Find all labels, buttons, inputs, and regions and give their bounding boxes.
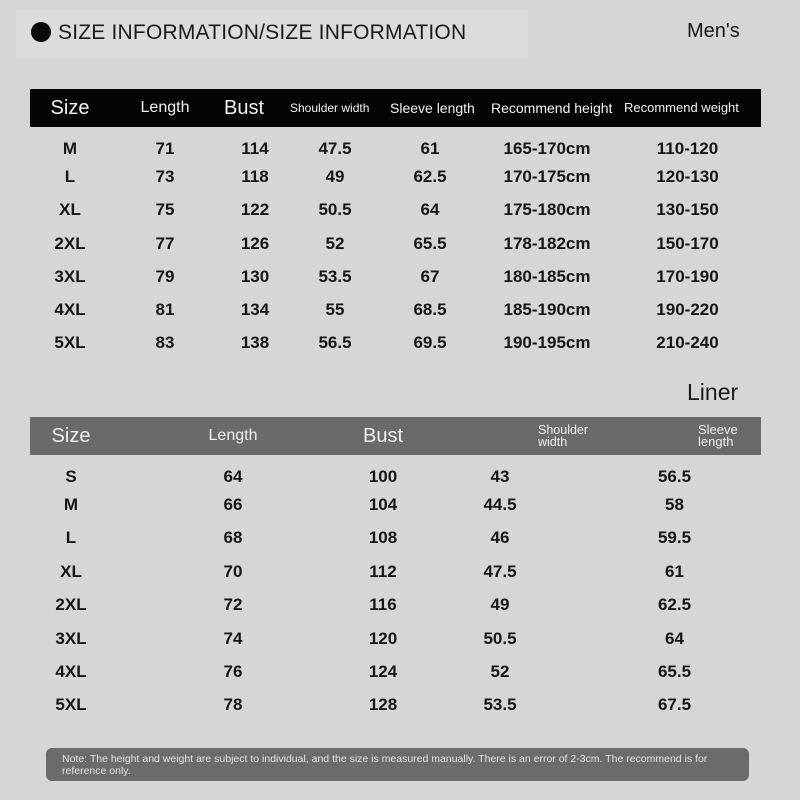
table-row <box>30 194 761 227</box>
table-row <box>30 227 761 260</box>
table-cell: 75 <box>155 200 175 220</box>
table-row <box>30 127 761 160</box>
mens-size-table <box>30 89 761 360</box>
table-cell: 47.5 <box>483 561 517 581</box>
table-cell: 62.5 <box>413 166 447 186</box>
table-cell: 73 <box>155 166 175 186</box>
header-shoulder-width: Shoulder width <box>538 423 589 449</box>
table-cell: 4XL <box>55 662 87 682</box>
header-length: Length <box>140 99 190 116</box>
table-cell: 124 <box>368 662 398 682</box>
table-cell: 150-170 <box>656 233 719 253</box>
table-cell: 53.5 <box>483 695 517 715</box>
table-cell: 61 <box>420 138 440 158</box>
table-cell: 130 <box>240 266 270 286</box>
table-cell: 49 <box>490 595 510 615</box>
table-cell: 71 <box>155 138 175 158</box>
header-size: Size <box>51 424 91 447</box>
table-row <box>30 689 761 722</box>
liner-size-table <box>30 417 761 722</box>
table-row <box>30 522 761 555</box>
header-bust: Bust <box>224 96 265 119</box>
table-cell: 77 <box>155 233 175 253</box>
table-cell: 68.5 <box>413 300 447 320</box>
table-cell: 138 <box>240 333 270 353</box>
header-recommend-height: Recommend height <box>491 99 613 116</box>
table-cell: 68 <box>223 528 243 548</box>
table-cell: 185-190cm <box>503 300 591 320</box>
table-cell: 56.5 <box>318 333 352 353</box>
table-cell: 175-180cm <box>503 200 591 220</box>
table-cell: 67.5 <box>657 695 692 715</box>
table-cell: 46 <box>490 528 510 548</box>
table-cell: 78 <box>223 695 243 715</box>
table-cell: 52 <box>325 233 345 253</box>
table-cell: 100 <box>368 466 398 486</box>
header-size: Size <box>50 96 90 119</box>
table-cell: 65.5 <box>413 233 447 253</box>
table-cell: 65.5 <box>657 662 692 682</box>
table-cell: 74 <box>223 628 243 648</box>
table-cell: 58 <box>665 495 684 515</box>
liner-label: Liner <box>687 379 739 405</box>
table-cell: L <box>64 166 76 186</box>
table-cell: 59.5 <box>657 528 692 548</box>
table-cell: 178-182cm <box>503 233 591 253</box>
table-row <box>30 655 761 688</box>
table-cell: 50.5 <box>318 200 352 220</box>
table-cell: 49 <box>325 166 345 186</box>
table-cell: 66 <box>223 495 243 515</box>
table-cell: 69.5 <box>413 333 447 353</box>
table-cell: 114 <box>241 138 269 158</box>
table-row <box>30 555 761 588</box>
table-cell: 190-195cm <box>503 333 591 353</box>
table-cell: XL <box>59 200 81 220</box>
table-cell: 120 <box>368 628 398 648</box>
page-title: SIZE INFORMATION/SIZE INFORMATION <box>58 21 467 44</box>
table-cell: 53.5 <box>318 266 352 286</box>
table-cell: 2XL <box>55 595 87 615</box>
header-sleeve-length: Sleeve length <box>390 99 475 116</box>
mens-label: Men's <box>687 20 740 42</box>
table-header-row <box>30 417 761 455</box>
table-cell: S <box>65 466 77 486</box>
table-cell: 118 <box>241 166 269 186</box>
table-cell: 110-120 <box>656 138 719 158</box>
table-cell: 50.5 <box>483 628 517 648</box>
table-cell: XL <box>60 561 82 581</box>
table-cell: 104 <box>368 495 398 515</box>
table-row <box>30 488 761 521</box>
table-cell: 44.5 <box>483 495 517 515</box>
bullet-dot-icon <box>31 22 51 42</box>
header-length: Length <box>208 427 258 444</box>
table-row <box>30 455 761 488</box>
table-cell: 4XL <box>54 300 86 320</box>
table-cell: 170-190 <box>656 266 719 286</box>
table-cell: 170-175cm <box>503 166 591 186</box>
table-cell: M <box>63 495 79 515</box>
header-recommend-weight: Recommend weight <box>624 100 739 115</box>
table-cell: 52 <box>490 662 510 682</box>
table-cell: 180-185cm <box>503 266 591 286</box>
table-cell: 62.5 <box>657 595 692 615</box>
header-sleeve-length: Sleeve length <box>698 422 738 449</box>
footnote: Note: The height and weight are subject to individual, and the size is measured manually. There is an error of 2-3cm. The recommend is for reference only. <box>46 748 749 781</box>
table-row <box>30 260 761 293</box>
table-cell: 126 <box>240 233 270 253</box>
table-cell: 120-130 <box>656 166 719 186</box>
header-shoulder-width: Shoulder width <box>290 101 370 115</box>
table-cell: 43 <box>490 466 510 486</box>
table-cell: 122 <box>240 200 270 220</box>
table-cell: 134 <box>240 300 270 320</box>
table-cell: 5XL <box>55 695 87 715</box>
table-cell: 210-240 <box>656 333 719 353</box>
table-cell: 70 <box>223 561 243 581</box>
table-cell: 64 <box>223 466 243 486</box>
table-cell: 55 <box>325 300 345 320</box>
table-cell: 112 <box>369 561 397 581</box>
table-cell: 64 <box>420 200 440 220</box>
table-row <box>30 160 761 193</box>
header-bust: Bust <box>362 424 404 447</box>
table-row <box>30 293 761 326</box>
table-cell: 128 <box>368 695 398 715</box>
table-row <box>30 589 761 622</box>
table-cell: 130-150 <box>656 200 719 220</box>
table-cell: 67 <box>420 266 440 286</box>
table-cell: 47.5 <box>318 138 352 158</box>
table-row <box>30 327 761 360</box>
table-row <box>30 622 761 655</box>
table-cell: 79 <box>155 266 175 286</box>
table-cell: 5XL <box>54 333 86 353</box>
table-cell: 2XL <box>54 233 86 253</box>
table-cell: 108 <box>368 528 398 548</box>
table-cell: 165-170cm <box>503 138 591 158</box>
table-cell: 61 <box>665 561 684 581</box>
table-cell: 56.5 <box>657 466 692 486</box>
table-cell: 76 <box>223 662 243 682</box>
table-cell: M <box>62 138 78 158</box>
table-cell: 83 <box>155 333 175 353</box>
table-cell: L <box>65 528 77 548</box>
table-cell: 3XL <box>55 628 87 648</box>
table-cell: 116 <box>369 595 397 615</box>
table-cell: 72 <box>223 595 243 615</box>
table-cell: 3XL <box>54 266 86 286</box>
table-cell: 64 <box>665 628 684 648</box>
table-header-row <box>30 89 761 127</box>
table-cell: 190-220 <box>656 300 719 320</box>
table-cell: 81 <box>155 300 175 320</box>
